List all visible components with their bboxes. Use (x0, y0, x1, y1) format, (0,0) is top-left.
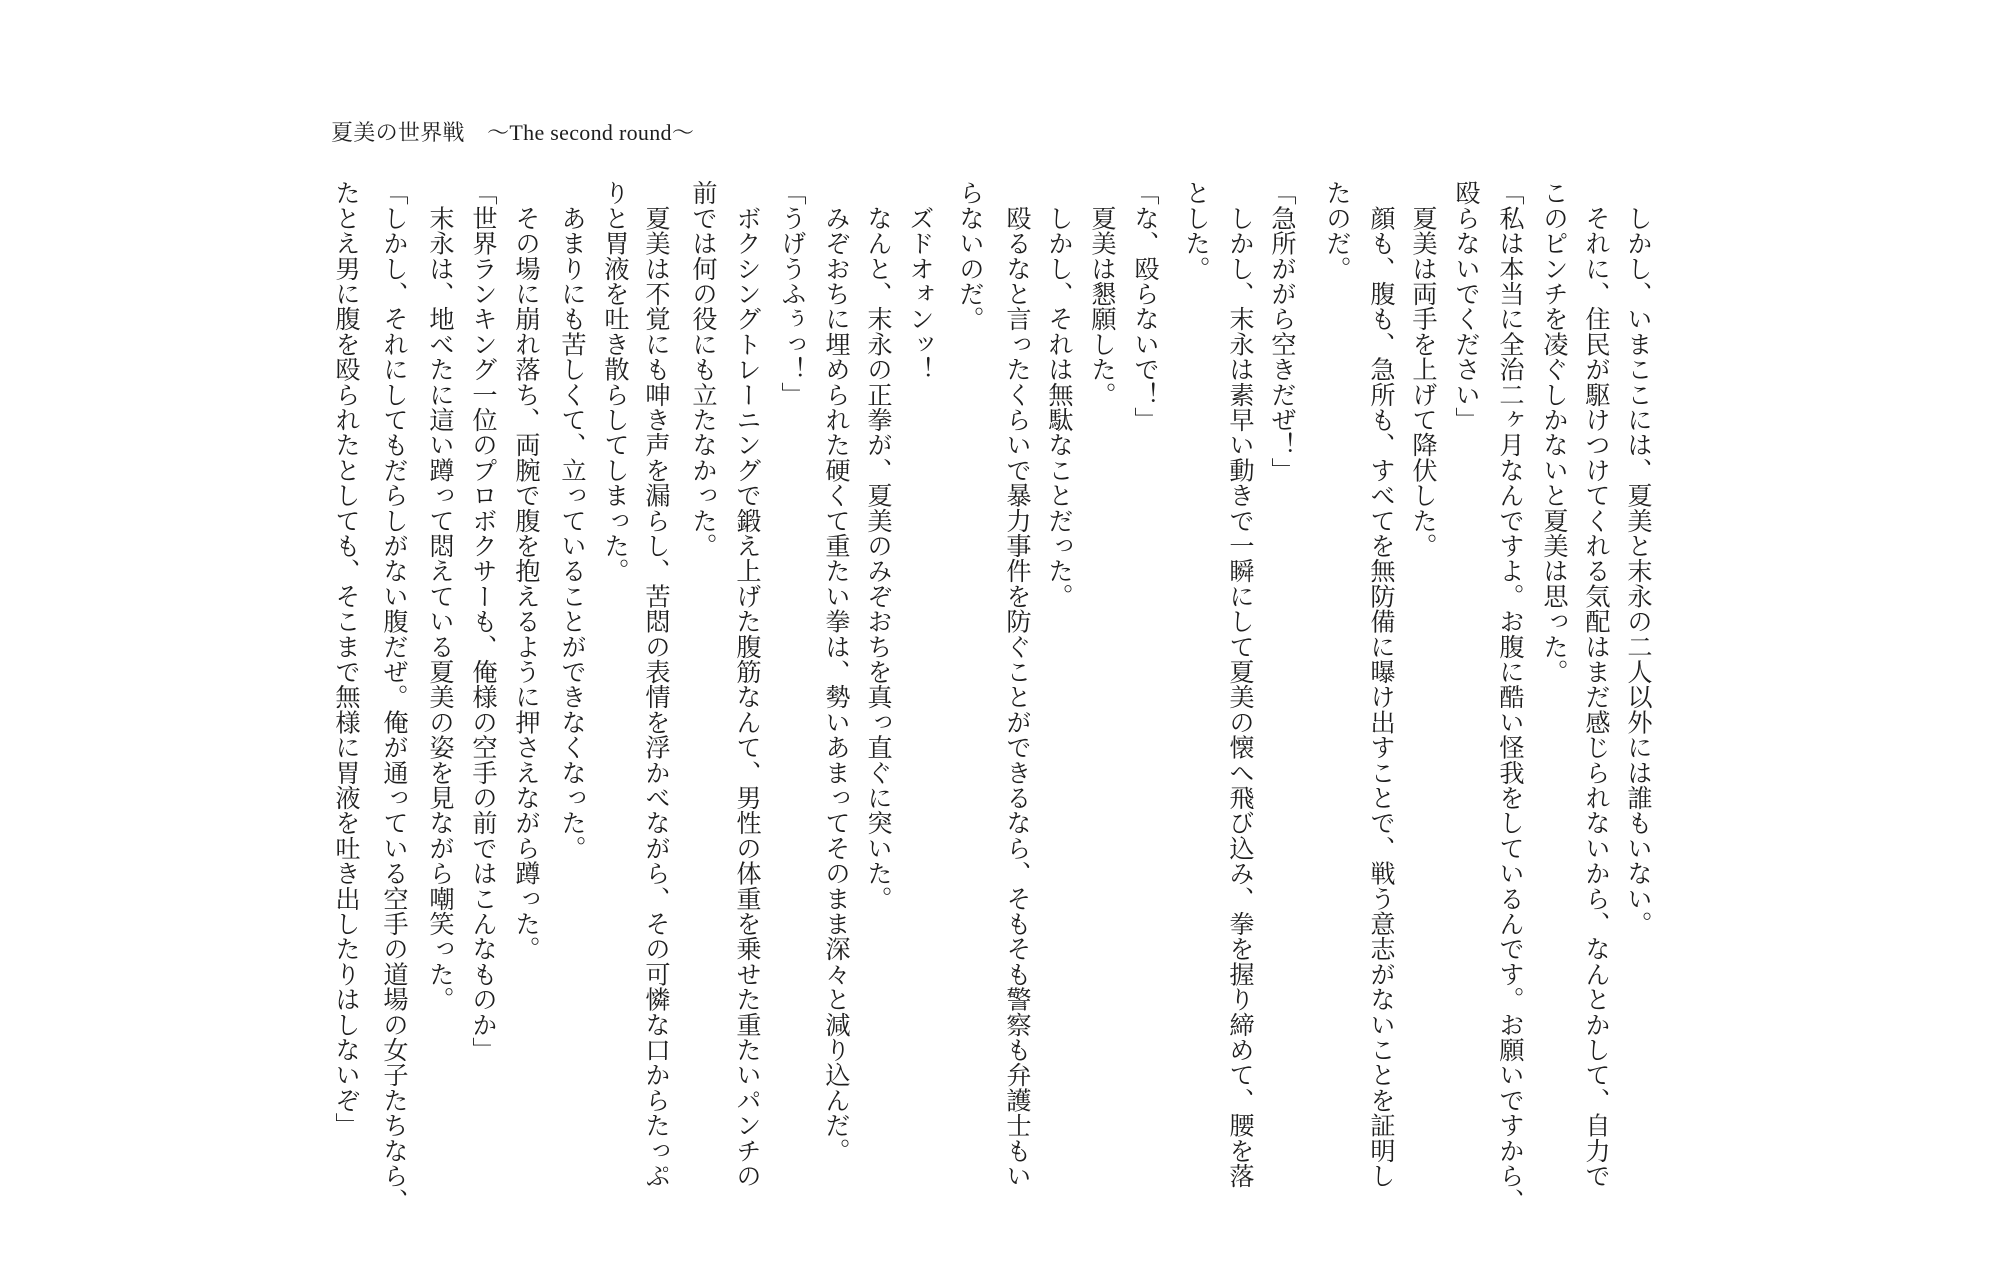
text-line: らないのだ。 (956, 180, 985, 332)
text-line: 殴るなと言ったくらいで暴力事件を防ぐことができるなら、そもそも警察も弁護士もい (1003, 180, 1032, 1188)
document-title: 夏美の世界戦 ～The second round～ (331, 120, 695, 145)
text-line: 末永は、地べたに這い蹲って悶えている夏美の姿を見ながら嘲笑った。 (426, 180, 455, 1012)
text-line: 「急所ががら空きだぜ！」 (1268, 180, 1297, 483)
text-line: 夏美は懇願した。 (1088, 180, 1117, 407)
text-line: 「世界ランキング一位のプロボクサーも、俺様の空手の前ではこんなものか」 (469, 180, 498, 1062)
text-line: 「うげうふぅっ！」 (778, 180, 807, 407)
text-line: それに、住民が駆けつけてくれる気配はまだ感じられないから、なんとかして、自力で (1582, 180, 1611, 1188)
text-line: たのだ。 (1323, 180, 1352, 281)
text-line: 「私は本当に全治二ヶ月なんですよ。お腹に酷い怪我をしているんです。お願いですから、 (1496, 180, 1525, 1214)
text-line: しかし、それは無駄なことだった。 (1045, 180, 1074, 609)
text-line: 夏美は両手を上げて降伏した。 (1409, 180, 1438, 558)
text-line: その場に崩れ落ち、両腕で腹を抱えるように押さえながら蹲った。 (512, 180, 541, 962)
text-line: 殴らないでください」 (1452, 180, 1481, 432)
text-line: とした。 (1182, 180, 1211, 281)
text-line: 「な、殴らないで！」 (1131, 180, 1160, 432)
text-line: りと胃液を吐き散らしてしまった。 (601, 180, 630, 584)
text-line: なんと、末永の正拳が、夏美のみぞおちを真っ直ぐに突いた。 (864, 180, 893, 911)
text-line: しかし、末永は素早い動きで一瞬にして夏美の懐へ飛び込み、拳を握り締めて、腰を落 (1226, 180, 1255, 1189)
text-line: 顔も、腹も、急所も、すべてを無防備に曝け出すことで、戦う意志がないことを証明し (1367, 180, 1396, 1188)
text-line: あまりにも苦しくて、立っていることができなくなった。 (558, 180, 587, 861)
text-line: 夏美は不覚にも呻き声を漏らし、苦悶の表情を浮かべながら、その可憐な口からたっぷ (642, 180, 671, 1188)
text-line: たとえ男に腹を殴られたとしても、そこまで無様に胃液を吐き出したりはしないぞ」 (332, 180, 361, 1138)
text-line: しかし、いまここには、夏美と末永の二人以外には誰もいない。 (1624, 180, 1653, 936)
text-line: 「しかし、それにしてもだらしがない腹だぜ。俺が通っている空手の道場の女子たちなら、 (380, 180, 409, 1214)
text-line: このピンチを凌ぐしかないと夏美は思った。 (1540, 180, 1569, 684)
text-line: 前では何の役にも立たなかった。 (689, 180, 718, 558)
text-line: みぞおちに埋められた硬くて重たい拳は、勢いあまってそのまま深々と減り込んだ。 (822, 180, 851, 1163)
text-line: ボクシングトレーニングで鍛え上げた腹筋なんて、男性の体重を乗せた重たいパンチの (733, 180, 762, 1188)
text-line: ズドオォンッ！ (906, 180, 935, 382)
